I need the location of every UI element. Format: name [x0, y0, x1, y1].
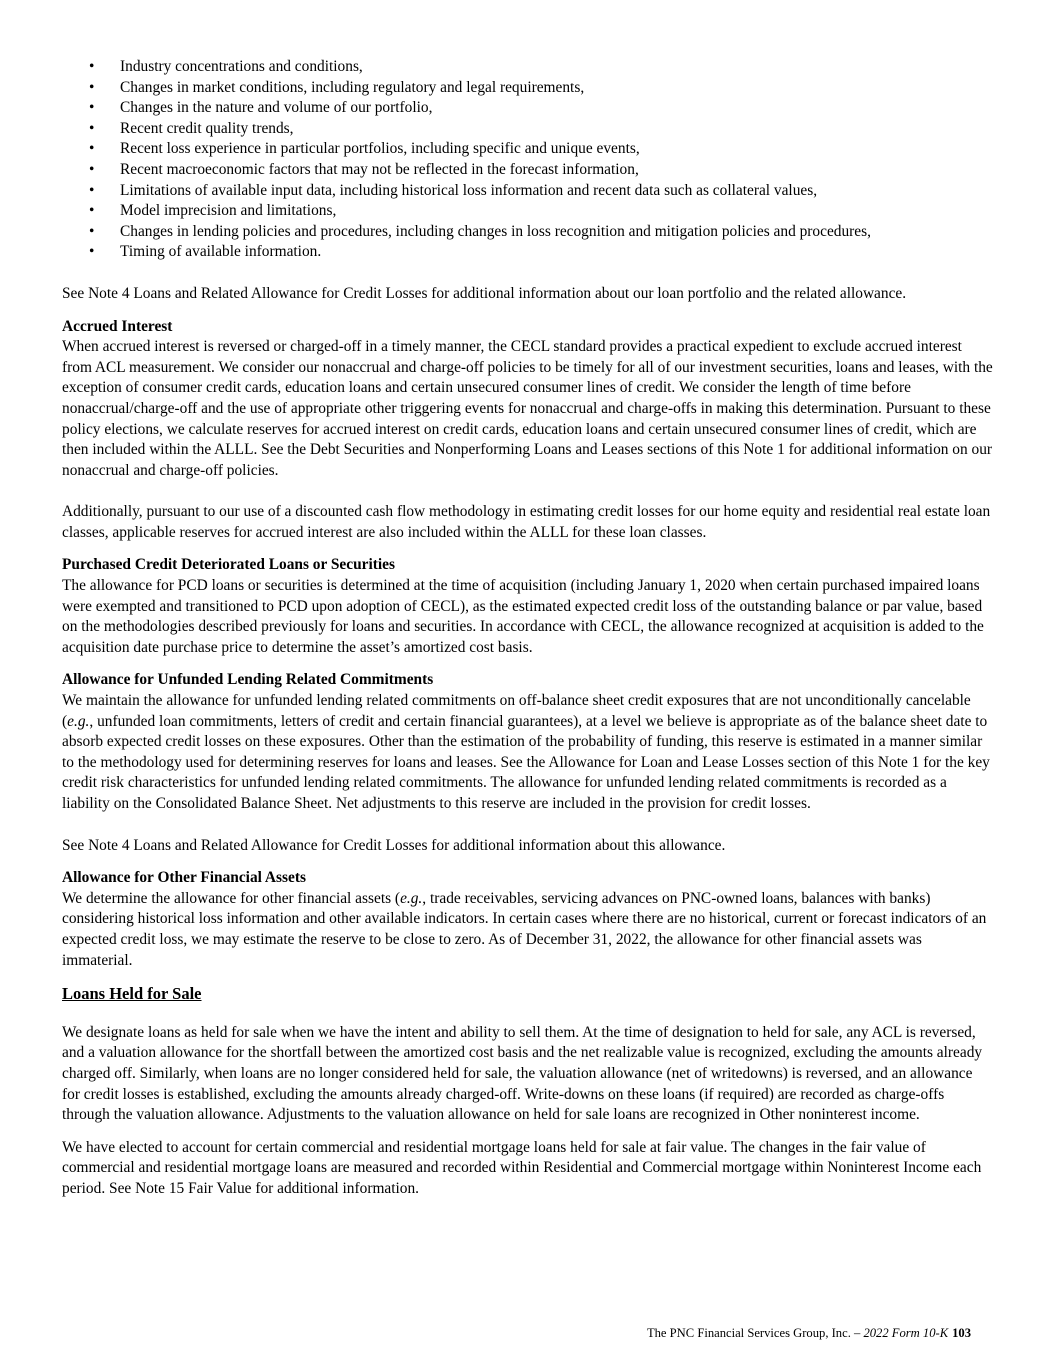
list-item: • Recent macroeconomic factors that may not be reflected in the forecast information,	[62, 160, 994, 181]
unfunded-heading: Allowance for Unfunded Lending Related Commitments	[62, 671, 434, 689]
footer-form: 2022 Form 10-K	[863, 1326, 949, 1340]
bullet-symbol: •	[89, 202, 95, 220]
bullet-symbol: •	[89, 181, 95, 199]
loans-held-for-sale-heading: Loans Held for Sale	[62, 984, 202, 1004]
accrued-interest-paragraph: When accrued interest is reversed or charged-off in a timely manner, the CECL standard provides a practical expedient to exclude accrued interest from ACL measurement. We consider our nonaccrual and charge-off policies to be timely for all of our investment securities, loans and leases, with the exception of consumer credit cards, education loans and certain unsecured consumer lines of credit. We consider the length of time before nonaccrual/charge-off and the use of appropriate other triggering events for nonaccrual and charge-offs in making this determination. Pursuant to these policy elections, we calculate reserves for accrued interest on credit cards, education loans and certain unsecured consumer lines of credit, which are then included within the ALLL. See the Debt Securities and Nonperforming Loans and Leases sections of this Note 1 for additional information on our nonaccrual and charge-off policies.	[62, 338, 993, 479]
footer-company: The PNC Financial Services Group, Inc. –	[646, 1326, 864, 1340]
pcd-heading: Purchased Credit Deteriorated Loans or Securities	[62, 556, 395, 574]
list-item: • Limitations of available input data, including historical loss information and recent data such as collateral values,	[62, 181, 994, 202]
unfunded-see-note-paragraph: See Note 4 Loans and Related Allowance for Credit Losses for additional information about this allowance.	[62, 836, 726, 854]
list-item: • Changes in the nature and volume of our portfolio,	[62, 98, 994, 119]
list-item: • Recent loss experience in particular portfolios, including specific and unique events,	[62, 139, 994, 160]
bullet-symbol: •	[89, 160, 95, 178]
other-assets-paragraph: We determine the allowance for other financial assets (e.g., trade receivables, servicing advances on PNC-owned loans, balances with banks) considering historical loss information and other available indicators. In certain cases where there are no historical, current or forecast indicators of an expected credit loss, we may estimate the reserve to be close to zero. As of December 31, 2022, the allowance for other financial assets was immaterial.	[62, 889, 987, 969]
held-for-sale-paragraph: We designate loans as held for sale when we have the intent and ability to sell them. At the time of designation to held for sale, any ACL is reversed, and a valuation allowance for the shortfall between the amortized cost basis and the net realizable value is recognized, excluding the amounts already charged off. Similarly, when loans are no longer considered held for sale, the valuation allowance (net of writedowns) is reversed, and an allowance for credit losses is established, excluding the amounts already charged-off. Write-downs on these loans (if required) are recorded as charge-offs through the valuation allowance. Adjustments to the valuation allowance on held for sale loans are recognized in Other noninterest income.	[62, 1023, 983, 1124]
factor-list	[62, 57, 994, 263]
see-note4-paragraph: See Note 4 Loans and Related Allowance for Credit Losses for additional information about our loan portfolio and the related allowance.	[62, 284, 907, 302]
bullet-symbol: •	[89, 78, 95, 96]
held-for-sale-paragraph-2: We have elected to account for certain commercial and residential mortgage loans held for sale at fair value. The changes in the fair value of commercial and residential mortgage loans are measured and recorded within Residential and Commercial mortgage within Noninterest Income each period. See Note 15 Fair Value for additional information.	[62, 1138, 982, 1197]
other-assets-heading: Allowance for Other Financial Assets	[62, 869, 306, 887]
list-item: • Timing of available information.	[62, 242, 994, 263]
bullet-symbol: •	[89, 140, 95, 158]
bullet-symbol: •	[89, 99, 95, 117]
pcd-paragraph: The allowance for PCD loans or securities is determined at the time of acquisition (including January 1, 2020 when certain purchased impaired loans were exempted and transitioned to PCD upon adoption of CECL), as the estimated expected credit loss of the outstanding balance or par value, based on the methodologies described previously for loans and securities. In accordance with CECL, the allowance recognized at acquisition is added to the acquisition date purchase price to determine the asset’s amortized cost basis.	[62, 577, 984, 656]
list-item: • Industry concentrations and conditions,	[62, 57, 994, 78]
list-item: • Model imprecision and limitations,	[62, 201, 994, 222]
list-item: • Changes in lending policies and procedures, including changes in loss recognition and mitigation policies and procedures,	[62, 222, 994, 243]
unfunded-paragraph: We maintain the allowance for unfunded lending related commitments on off-balance sheet credit exposures that are not unconditionally cancelable (e.g., unfunded loan commitments, letters of credit and certain financial guarantees), at a level we believe is appropriate as of the balance sheet date to absorb expected credit losses on these exposures. Other than the estimation of the probability of funding, this reserve is estimated in a manner similar to the methodology used for determining reserves for loans and leases. See the Allowance for Loan and Lease Losses section of this Note 1 for the key credit risk characteristics for unfunded lending related commitments. The allowance for unfunded lending related commitments is recorded as a liability on the Consolidated Balance Sheet. Net adjustments to this reserve are included in the provision for credit losses.	[62, 692, 990, 812]
accrued-interest-heading: Accrued Interest	[62, 317, 173, 335]
bullet-symbol: •	[89, 58, 95, 75]
bullet-symbol: •	[89, 119, 95, 137]
list-item: • Recent credit quality trends,	[62, 119, 994, 140]
page-number: 103	[952, 1326, 971, 1340]
accrued-interest-paragraph-2: Additionally, pursuant to our use of a discounted cash flow methodology in estimating credit losses for our home equity and residential real estate loan classes, applicable reserves for accrued interest are also included within the ALLL for these loan classes.	[62, 503, 991, 541]
list-item: • Changes in market conditions, including regulatory and legal requirements,	[62, 78, 994, 99]
bullet-symbol: •	[89, 222, 95, 240]
bullet-symbol: •	[89, 243, 95, 261]
page-footer	[647, 1326, 971, 1341]
document-page	[62, 57, 994, 1200]
